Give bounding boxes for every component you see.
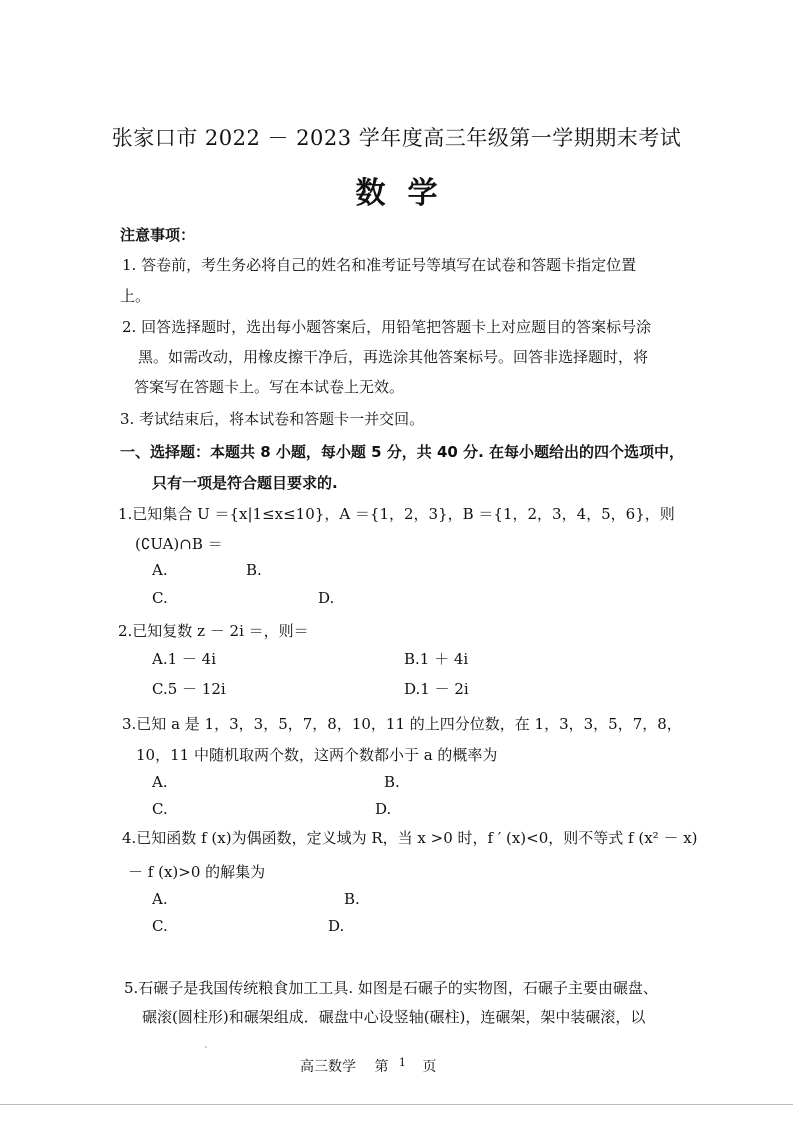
q1-option-c: C. bbox=[152, 589, 168, 607]
notice-item-2-line-2: 黑。如需改动，用橡皮擦干净后，再选涂其他答案标号。回答非选择题时，将 bbox=[138, 348, 649, 366]
q4-option-b: B. bbox=[344, 890, 360, 908]
q2-stem: 2.已知复数 z － 2i ＝，则＝ bbox=[118, 622, 309, 640]
subject-title: 数学 bbox=[355, 176, 460, 211]
q1-option-b: B. bbox=[246, 561, 262, 579]
q1-stem-line-2: (∁UA)∩B ＝ bbox=[135, 535, 223, 553]
q3-option-c: C. bbox=[152, 800, 168, 818]
q4-stem-line-1: 4.已知函数 f (x)为偶函数，定义域为 R，当 x >0 时，f ′ (x)<0，则不等式 f (x² － x) bbox=[122, 829, 698, 847]
footer-page-number: 1 bbox=[398, 1056, 406, 1069]
q2-option-d: D.1 － 2i bbox=[404, 680, 469, 698]
q3-stem-line-1: 3.已知 a 是 1，3，3，5，7，8，10，11 的上四分位数，在 1，3，3，5，7，8， bbox=[122, 715, 682, 733]
footer-page-suffix: 页 bbox=[422, 1059, 437, 1075]
q1-stem-line-1: 1.已知集合 U ＝{x|1≤x≤10}，A ＝{1，2，3}，B ＝{1，2，3，4，5，6}，则 bbox=[118, 505, 675, 523]
scan-speck bbox=[205, 1046, 207, 1048]
q4-option-c: C. bbox=[152, 917, 168, 935]
page-bottom-rule bbox=[0, 1104, 793, 1105]
q5-stem-line-2: 碾滚(圆柱形)和碾架组成．碾盘中心设竖轴(碾柱)，连碾架，架中装碾滚，以 bbox=[142, 1008, 646, 1026]
q4-option-d: D. bbox=[328, 917, 345, 935]
notice-item-1-line-2: 上。 bbox=[120, 287, 151, 305]
q1-option-a: A. bbox=[152, 561, 168, 579]
section-1-heading-line-2: 只有一项是符合题目要求的. bbox=[152, 474, 338, 492]
q2-option-b: B.1 ＋ 4i bbox=[404, 650, 469, 668]
section-1-heading-line-1: 一、选择题：本题共 8 小题，每小题 5 分，共 40 分. 在每小题给出的四个选项中， bbox=[120, 443, 685, 461]
q2-option-a: A.1 － 4i bbox=[152, 650, 217, 668]
notice-item-2-line-1: 2. 回答选择题时，选出每小题答案后，用铅笔把答题卡上对应题目的答案标号涂 bbox=[122, 318, 652, 336]
exam-title: 张家口市 2022 － 2023 学年度高三年级第一学期期末考试 bbox=[111, 126, 682, 150]
notice-item-2-line-3: 答案写在答题卡上。写在本试卷上无效。 bbox=[134, 378, 405, 396]
notice-item-3: 3. 考试结束后，将本试卷和答题卡一并交回。 bbox=[120, 410, 425, 428]
footer-label: 高三数学 bbox=[300, 1059, 356, 1075]
q3-option-d: D. bbox=[375, 800, 392, 818]
q5-stem-line-1: 5.石碾子是我国传统粮食加工工具. 如图是石碾子的实物图，石碾子主要由碾盘、 bbox=[124, 979, 658, 997]
q4-stem-line-2: － f (x)>0 的解集为 bbox=[128, 863, 266, 881]
q1-option-d: D. bbox=[318, 589, 335, 607]
page-footer bbox=[300, 1056, 436, 1076]
notice-heading: 注意事项： bbox=[120, 226, 196, 244]
footer-page-prefix: 第 bbox=[374, 1059, 389, 1075]
q4-option-a: A. bbox=[152, 890, 168, 908]
notice-item-1-line-1: 1. 答卷前，考生务必将自己的姓名和准考证号等填写在试卷和答题卡指定位置 bbox=[122, 256, 637, 274]
q3-option-b: B. bbox=[384, 773, 400, 791]
q2-option-c: C.5 － 12i bbox=[152, 680, 226, 698]
q3-option-a: A. bbox=[152, 773, 168, 791]
q3-stem-line-2: 10，11 中随机取两个数，这两个数都小于 a 的概率为 bbox=[136, 746, 498, 764]
